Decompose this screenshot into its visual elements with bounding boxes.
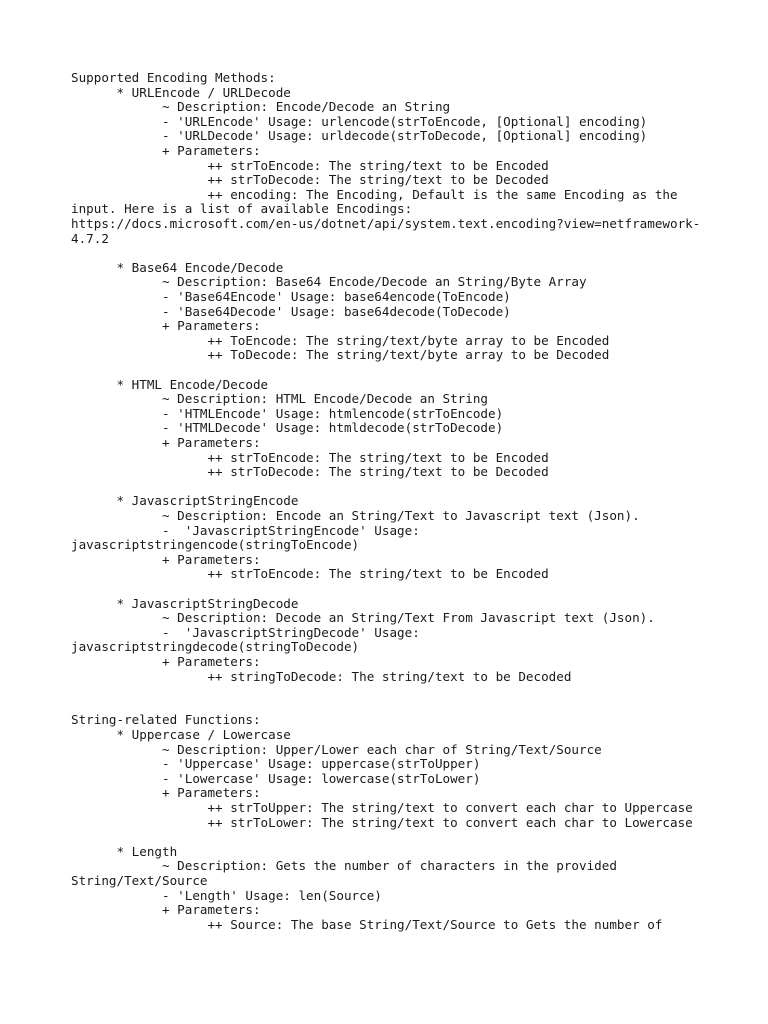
text-line: 4.7.2 xyxy=(71,230,109,246)
text-line: - 'Uppercase' Usage: uppercase(strToUpper) xyxy=(71,756,481,772)
text-line: - 'Lowercase' Usage: lowercase(strToLower) xyxy=(71,770,481,786)
text-line: ++ strToUpper: The string/text to convert each char to Uppercase xyxy=(71,800,693,815)
text-line: + Parameters: xyxy=(71,654,261,669)
text-line: ++ strToEncode: The string/text to be Encoded xyxy=(71,157,549,173)
text-line: + Parameters: xyxy=(71,551,261,567)
text-line: * JavascriptStringEncode xyxy=(71,493,299,509)
text-line: - 'Base64Decode' Usage: base64decode(ToDecode) xyxy=(71,303,511,319)
text-line: * Uppercase / Lowercase xyxy=(71,727,291,742)
text-line: - 'JavascriptStringDecode' Usage: xyxy=(71,624,420,640)
text-line: ~ Description: Encode an String/Text to Javascript text (Json). xyxy=(71,508,640,523)
text-line: ~ Description: Decode an String/Text From Javascript text (Json). xyxy=(71,610,655,626)
text-line: + Parameters: xyxy=(71,785,261,801)
text-line: Supported Encoding Methods: xyxy=(71,70,276,85)
text-line: ++ encoding: The Encoding, Default is the same Encoding as the xyxy=(71,186,678,202)
text-line: ++ strToEncode: The string/text to be Encoded xyxy=(71,566,549,582)
text-line: ~ Description: Upper/Lower each char of String/Text/Source xyxy=(71,741,602,757)
text-line: ~ Description: Gets the number of characters in the provided xyxy=(71,858,617,874)
text-line: ~ Description: Base64 Encode/Decode an String/Byte Array xyxy=(71,274,587,290)
text-line: ~ Description: HTML Encode/Decode an String xyxy=(71,391,489,407)
text-line: - 'HTMLDecode' Usage: htmldecode(strToDecode) xyxy=(71,420,504,436)
text-line: - 'HTMLEncode' Usage: htmlencode(strToEncode) xyxy=(71,405,504,421)
text-line: + Parameters: xyxy=(71,435,261,450)
text-line: - 'URLDecode' Usage: urldecode(strToDecode, [Optional] encoding) xyxy=(71,128,648,144)
text-line: javascriptstringdecode(stringToDecode) xyxy=(71,639,360,655)
text-line: ++ ToDecode: The string/text/byte array to be Decoded xyxy=(71,347,610,363)
text-line: ++ strToLower: The string/text to convert each char to Lowercase xyxy=(71,814,693,830)
text-line: javascriptstringencode(stringToEncode) xyxy=(71,537,360,553)
text-line: * URLEncode / URLDecode xyxy=(71,84,291,100)
text-line: * Base64 Encode/Decode xyxy=(71,259,284,275)
text-line: + Parameters: xyxy=(71,318,261,334)
text-line: ++ ToEncode: The string/text/byte array to be Encoded xyxy=(71,332,610,348)
text-line: * JavascriptStringDecode xyxy=(71,595,299,611)
text-line: ++ strToEncode: The string/text to be Encoded xyxy=(71,449,549,465)
text-line: * Length xyxy=(71,843,178,859)
text-line: - 'URLEncode' Usage: urlencode(strToEncode, [Optional] encoding) xyxy=(71,113,648,129)
text-line: String/Text/Source xyxy=(71,873,208,888)
text-line: String-related Functions: xyxy=(71,712,261,728)
text-line: ~ Description: Encode/Decode an String xyxy=(71,99,451,115)
text-line: - 'JavascriptStringEncode' Usage: xyxy=(71,522,420,538)
text-line: ++ stringToDecode: The string/text to be Decoded xyxy=(71,668,572,684)
text-line: - 'Base64Encode' Usage: base64encode(ToEncode) xyxy=(71,289,511,304)
text-line: + Parameters: xyxy=(71,902,261,918)
text-line: - 'Length' Usage: len(Source) xyxy=(71,887,382,903)
text-line: input. Here is a list of available Encodings: xyxy=(71,201,413,217)
text-line: ++ strToDecode: The string/text to be Decoded xyxy=(71,172,549,188)
text-line: ++ Source: The base String/Text/Source to Gets the number of xyxy=(71,916,663,932)
text-line: + Parameters: xyxy=(71,143,261,158)
text-line: * HTML Encode/Decode xyxy=(71,376,269,392)
text-line: ++ strToDecode: The string/text to be Decoded xyxy=(71,464,549,480)
text-line: https://docs.microsoft.com/en-us/dotnet/api/system.text.encoding?view=netframework- xyxy=(71,216,701,231)
